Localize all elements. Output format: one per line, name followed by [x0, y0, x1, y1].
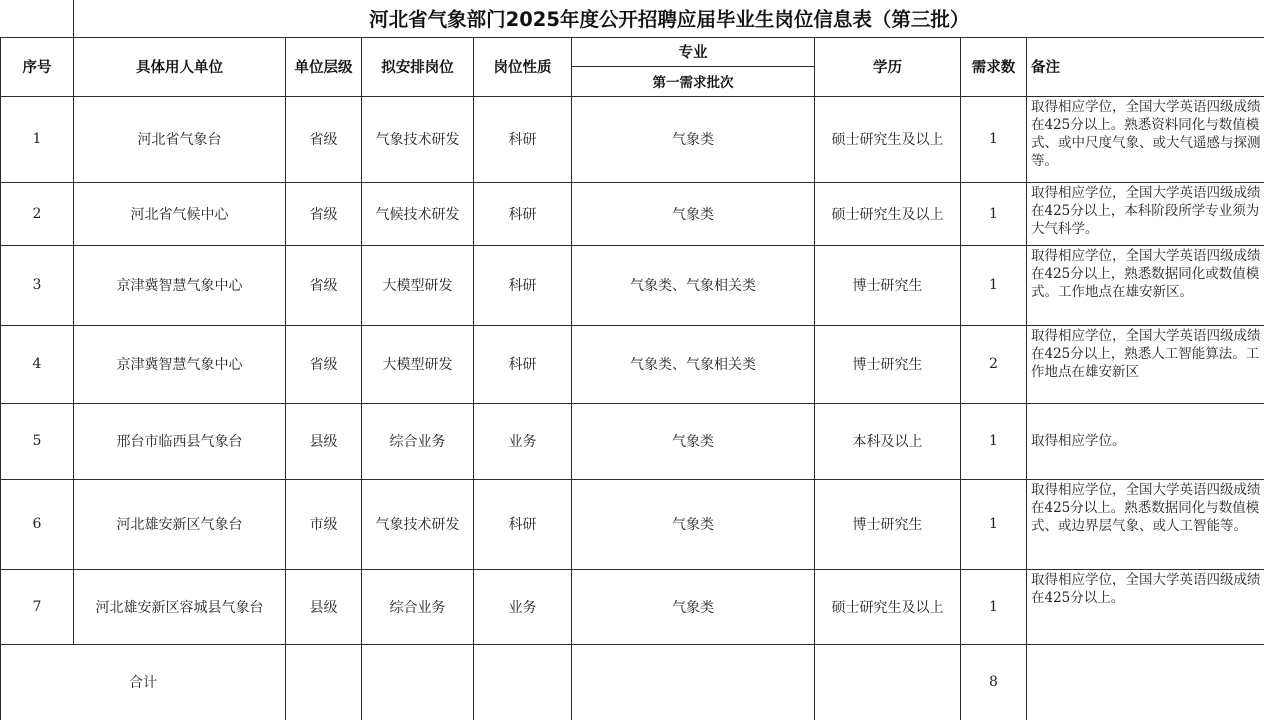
cell-nature: 科研 [474, 479, 572, 569]
cell-demand: 1 [961, 245, 1027, 325]
table-row [1, 569, 1264, 644]
cell-notes: 取得相应学位，全国大学英语四级成绩在425分以上。熟悉资料同化与数值模式、或中尺度气象、或大气遥感与探测等。 [1027, 96, 1264, 182]
cell-seq: 5 [1, 403, 74, 479]
cell-education: 硕士研究生及以上 [815, 569, 961, 644]
total-notes-cell [1027, 644, 1264, 720]
cell-nature: 科研 [474, 182, 572, 245]
cell-position: 综合业务 [362, 569, 474, 644]
cell-nature: 业务 [474, 403, 572, 479]
cell-position: 大模型研发 [362, 245, 474, 325]
table-row [1, 245, 1264, 325]
cell-seq: 3 [1, 245, 74, 325]
cell-notes: 取得相应学位。 [1027, 403, 1264, 479]
header-major: 专业 [572, 37, 815, 66]
cell-seq: 6 [1, 479, 74, 569]
total-empty-cell [474, 644, 572, 720]
cell-unit: 河北省气象台 [74, 96, 286, 182]
total-empty-cell [286, 644, 362, 720]
total-row [1, 644, 1264, 720]
cell-notes: 取得相应学位，全国大学英语四级成绩在425分以上。熟悉数据同化与数值模式、或边界层气象、或人工智能等。 [1027, 479, 1264, 569]
cell-seq: 7 [1, 569, 74, 644]
header-notes: 备注 [1027, 37, 1264, 96]
cell-seq: 1 [1, 96, 74, 182]
header-seq: 序号 [1, 37, 74, 96]
cell-nature: 业务 [474, 569, 572, 644]
cell-major: 气象类 [572, 403, 815, 479]
cell-major: 气象类 [572, 182, 815, 245]
cell-education: 博士研究生 [815, 325, 961, 403]
cell-unit: 河北省气候中心 [74, 182, 286, 245]
cell-unit: 邢台市临西县气象台 [74, 403, 286, 479]
cell-position: 大模型研发 [362, 325, 474, 403]
cell-level: 市级 [286, 479, 362, 569]
cell-major: 气象类 [572, 569, 815, 644]
cell-level: 省级 [286, 245, 362, 325]
cell-education: 硕士研究生及以上 [815, 96, 961, 182]
cell-unit: 河北雄安新区气象台 [74, 479, 286, 569]
cell-education: 硕士研究生及以上 [815, 182, 961, 245]
cell-demand: 1 [961, 403, 1027, 479]
cell-seq: 2 [1, 182, 74, 245]
cell-level: 省级 [286, 96, 362, 182]
header-row [1, 37, 1264, 66]
total-empty-cell [815, 644, 961, 720]
cell-demand: 1 [961, 479, 1027, 569]
cell-position: 气象技术研发 [362, 96, 474, 182]
total-empty-cell [362, 644, 474, 720]
cell-level: 省级 [286, 182, 362, 245]
header-demand: 需求数 [961, 37, 1027, 96]
cell-demand: 1 [961, 182, 1027, 245]
cell-unit: 京津冀智慧气象中心 [74, 325, 286, 403]
cell-major: 气象类 [572, 479, 815, 569]
cell-position: 气候技术研发 [362, 182, 474, 245]
cell-position: 综合业务 [362, 403, 474, 479]
table-row [1, 403, 1264, 479]
table-row [1, 96, 1264, 182]
header-nature: 岗位性质 [474, 37, 572, 96]
cell-level: 县级 [286, 569, 362, 644]
cell-notes: 取得相应学位，全国大学英语四级成绩在425分以上。 [1027, 569, 1264, 644]
header-education: 学历 [815, 37, 961, 96]
cell-unit: 河北雄安新区容城县气象台 [74, 569, 286, 644]
table-row [1, 325, 1264, 403]
cell-demand: 2 [961, 325, 1027, 403]
cell-seq: 4 [1, 325, 74, 403]
page-title: 河北省气象部门2025年度公开招聘应届毕业生岗位信息表（第三批） [74, 0, 1264, 37]
cell-level: 省级 [286, 325, 362, 403]
cell-education: 博士研究生 [815, 245, 961, 325]
cell-nature: 科研 [474, 96, 572, 182]
total-label: 合计 [1, 644, 286, 720]
table-row [1, 182, 1264, 245]
cell-level: 县级 [286, 403, 362, 479]
cell-position: 气象技术研发 [362, 479, 474, 569]
cell-education: 本科及以上 [815, 403, 961, 479]
cell-major: 气象类、气象相关类 [572, 325, 815, 403]
table-row [1, 479, 1264, 569]
cell-notes: 取得相应学位，全国大学英语四级成绩在425分以上，熟悉数据同化或数值模式。工作地点在雄安新区。 [1027, 245, 1264, 325]
title-corner-cell [1, 0, 74, 37]
header-level: 单位层级 [286, 37, 362, 96]
cell-nature: 科研 [474, 245, 572, 325]
title-row [1, 0, 1264, 37]
total-empty-cell [572, 644, 815, 720]
cell-demand: 1 [961, 569, 1027, 644]
header-unit: 具体用人单位 [74, 37, 286, 96]
cell-nature: 科研 [474, 325, 572, 403]
cell-notes: 取得相应学位，全国大学英语四级成绩在425分以上，本科阶段所学专业须为大气科学。 [1027, 182, 1264, 245]
header-major-batch: 第一需求批次 [572, 66, 815, 96]
cell-major: 气象类 [572, 96, 815, 182]
cell-notes: 取得相应学位，全国大学英语四级成绩在425分以上，熟悉人工智能算法。工作地点在雄安新区 [1027, 325, 1264, 403]
total-demand: 8 [961, 644, 1027, 720]
cell-demand: 1 [961, 96, 1027, 182]
cell-education: 博士研究生 [815, 479, 961, 569]
header-position: 拟安排岗位 [362, 37, 474, 96]
cell-major: 气象类、气象相关类 [572, 245, 815, 325]
cell-unit: 京津冀智慧气象中心 [74, 245, 286, 325]
